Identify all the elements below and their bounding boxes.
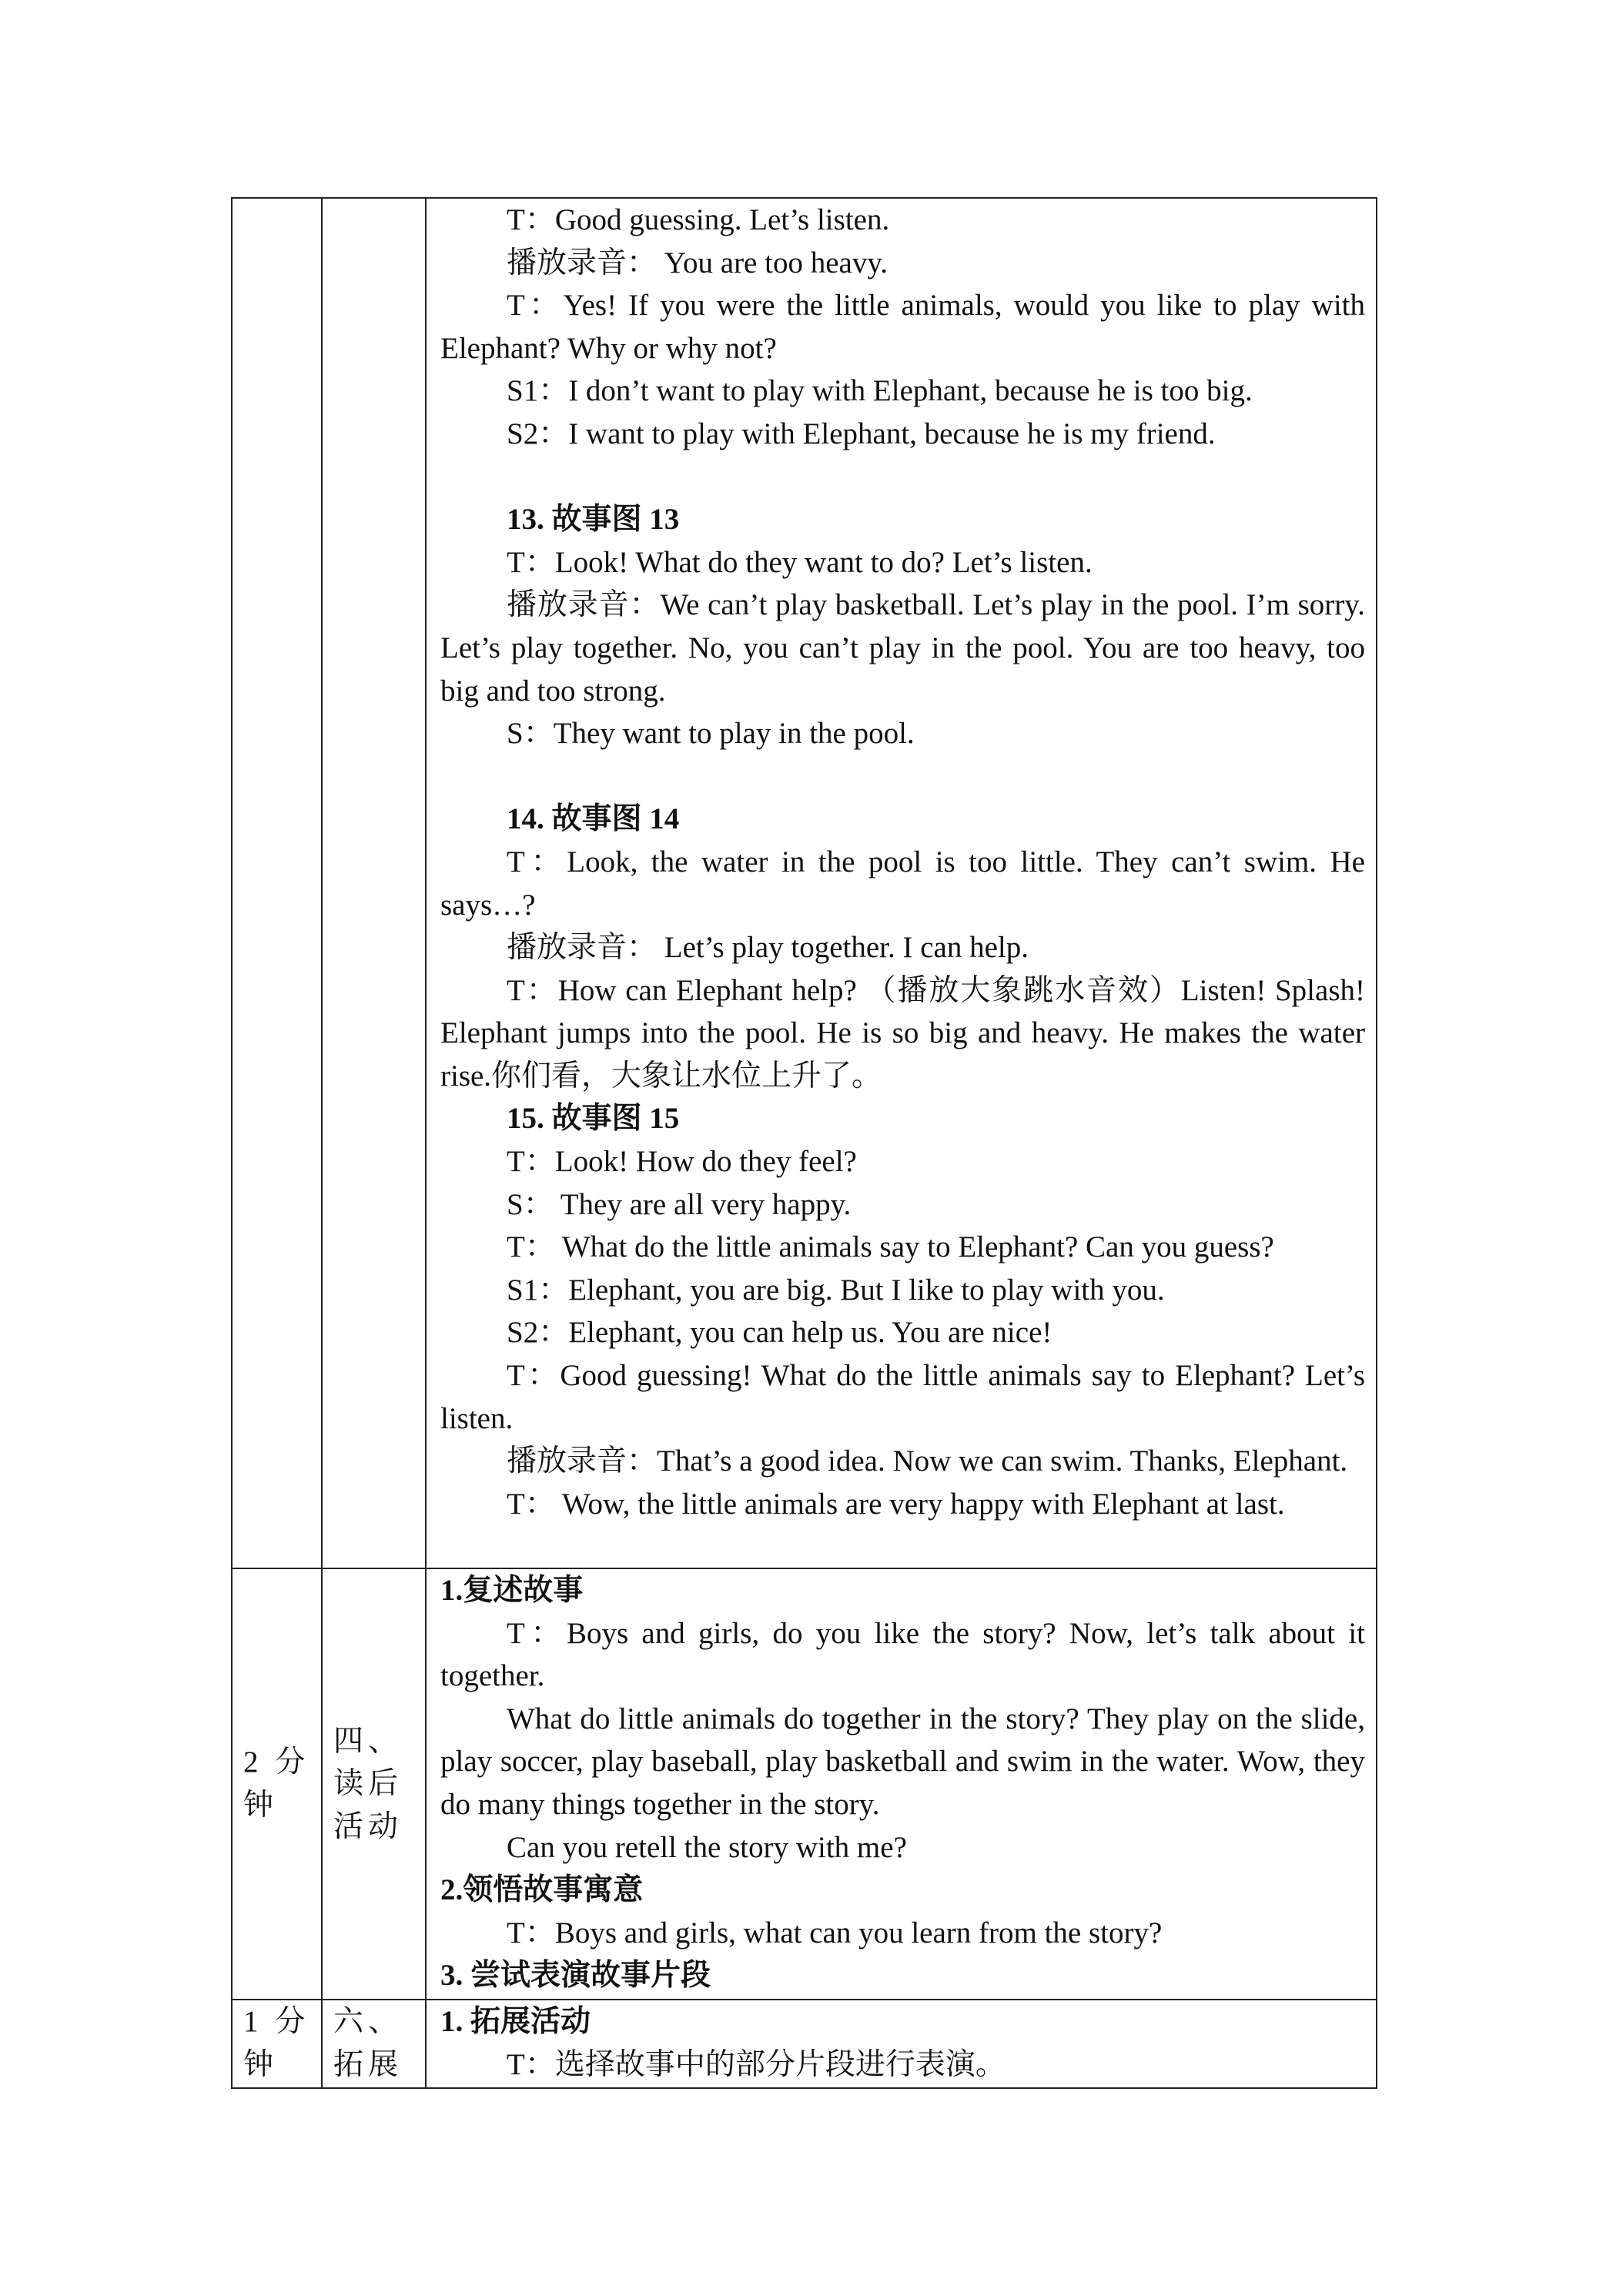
paragraph: 播放录音：That’s a good idea. Now we can swim. Thanks, Elephant.	[507, 1444, 1348, 1478]
paragraph: T：Good guessing! What do the little animals say to Elephant? Let’s listen.	[440, 1359, 1365, 1435]
stage-cell: 四、读后活动	[322, 1568, 426, 2000]
time-cell: 2 分钟	[232, 1568, 322, 2000]
paragraph: S： They are all very happy.	[507, 1187, 852, 1221]
paragraph: T：Look, the water in the pool is too little. They can’t swim. He says…?	[440, 845, 1365, 922]
content-cell	[426, 1568, 1377, 2000]
paragraph: S1：Elephant, you are big. But I like to play with you.	[507, 1273, 1165, 1307]
content-cell	[426, 198, 1377, 1568]
time-cell: 1 分钟	[232, 2000, 322, 2088]
stage-cell: 六、拓展	[322, 2000, 426, 2088]
blank-line	[440, 456, 1365, 499]
paragraph: T：How can Elephant help? （播放大象跳水音效）Listen! Splash! Elephant jumps into the pool. He is so big and heavy. He makes the water rise.你们看，大象让水位上升了。	[440, 973, 1365, 1093]
paragraph: What do little animals do together in the story? They play on the slide, play soccer, play baseball, play basketball and swim in the water. Wow, they do many things together in the story.	[440, 1702, 1365, 1821]
paragraph: Can you retell the story with me?	[507, 1830, 907, 1864]
section-heading: 15. 故事图 15	[507, 1102, 680, 1136]
paragraph: T：Good guessing. Let’s listen.	[507, 203, 890, 236]
section-heading: 1.复述故事	[440, 1574, 584, 1607]
paragraph: T： Wow, the little animals are very happy with Elephant at last.	[507, 1487, 1285, 1521]
paragraph: S2：I want to play with Elephant, because he is my friend.	[507, 417, 1216, 450]
paragraph: S：They want to play in the pool.	[507, 717, 915, 751]
paragraph: S2：Elephant, you can help us. You are nice!	[507, 1316, 1052, 1350]
table-row	[232, 198, 1377, 1568]
table-row	[232, 2000, 1377, 2088]
section-heading: 14. 故事图 14	[507, 802, 680, 836]
table-row	[232, 1568, 1377, 2000]
section-heading: 2.领悟故事寓意	[440, 1873, 644, 1907]
lesson-plan-table	[231, 197, 1377, 2089]
paragraph: T：Boys and girls, what can you learn from the story?	[507, 1916, 1163, 1950]
paragraph: 播放录音： You are too heavy.	[507, 246, 888, 279]
content-cell	[426, 2000, 1377, 2088]
stage-cell	[322, 198, 426, 1568]
paragraph: T：Look! What do they want to do? Let’s listen.	[507, 545, 1093, 579]
paragraph: T：Look! How do they feel?	[507, 1145, 857, 1179]
paragraph: T：Yes! If you were the little animals, would you like to play with Elephant? Why or why not?	[440, 289, 1365, 365]
paragraph: T：Boys and girls, do you like the story? Now, let’s talk about it together.	[440, 1616, 1365, 1693]
paragraph: 播放录音： Let’s play together. I can help.	[507, 931, 1029, 965]
section-heading: 3. 尝试表演故事片段	[440, 1959, 711, 1993]
section-heading: 1. 拓展活动	[440, 2005, 591, 2038]
paragraph: T： What do the little animals say to Elephant? Can you guess?	[507, 1230, 1274, 1264]
section-heading: 13. 故事图 13	[507, 503, 680, 537]
paragraph: S1：I don’t want to play with Elephant, because he is too big.	[507, 374, 1253, 408]
time-cell	[232, 198, 322, 1568]
blank-line	[440, 755, 1365, 798]
paragraph: T：选择故事中的部分片段进行表演。	[507, 2047, 1006, 2081]
paragraph: 播放录音：We can’t play basketball. Let’s play in the pool. I’m sorry. Let’s play together. No, you can’t play in the pool. You are too heavy, too big and too strong.	[440, 588, 1365, 708]
